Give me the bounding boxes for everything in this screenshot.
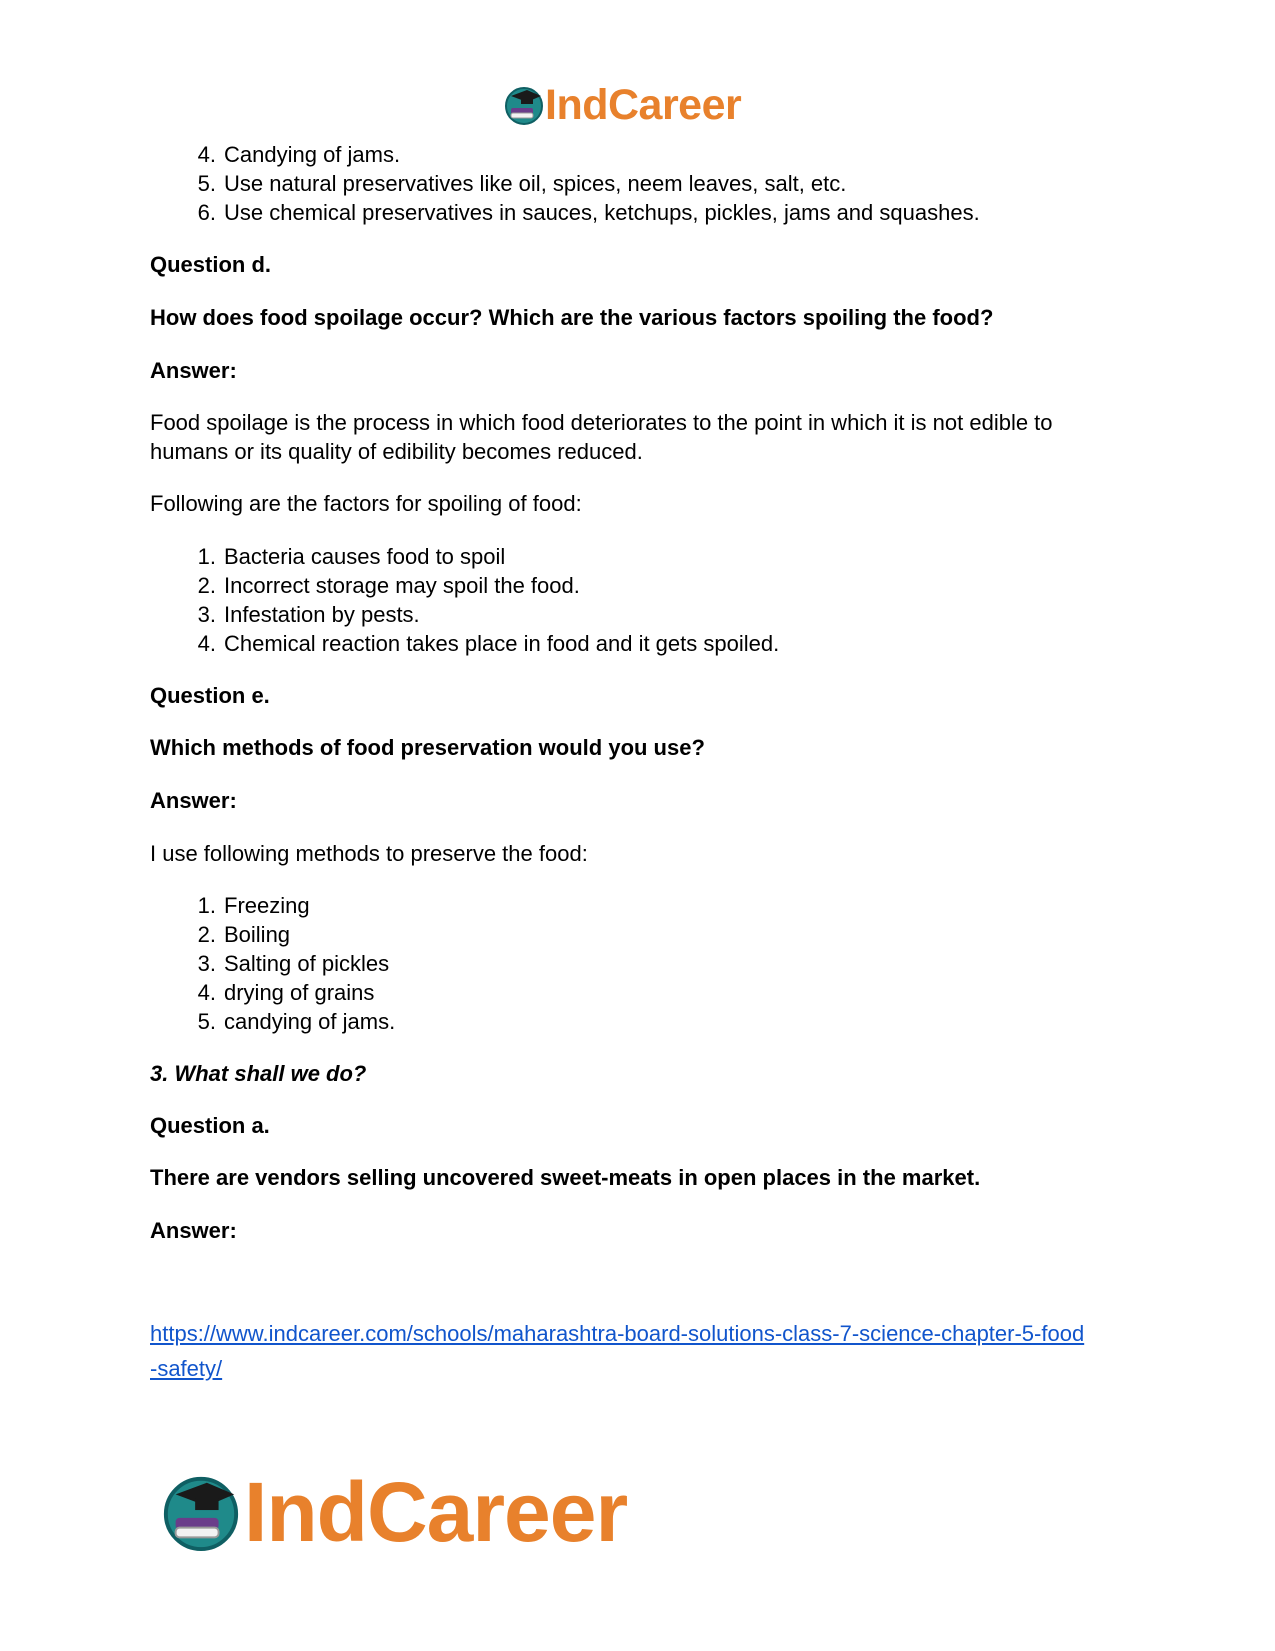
graduation-book-globe-icon — [160, 1471, 242, 1553]
question-a-label: Question a. — [150, 1113, 270, 1138]
footer-logo — [160, 1465, 700, 1559]
brand-name: IndCareer — [244, 1465, 628, 1559]
source-link-line1[interactable]: https://www.indcareer.com/schools/maharashtra-board-solutions-class-7-science-chapter-5-food — [150, 1321, 1085, 1346]
section-heading: 3. What shall we do? — [150, 1061, 367, 1086]
question-e-label: Question e. — [150, 683, 270, 708]
source-link-line2[interactable]: -safety/ — [150, 1356, 223, 1381]
paragraph-line: Food spoilage is the process in which food deteriorates to the point in which it is not edible to — [150, 410, 1053, 435]
paragraph-line: humans or its quality of edibility becomes reduced. — [150, 439, 643, 464]
brand-name: IndCareer — [545, 81, 742, 129]
question-d-label: Question d. — [150, 252, 271, 277]
answer-label: Answer: — [150, 1218, 237, 1243]
header-logo — [503, 80, 783, 130]
paragraph: I use following methods to preserve the food: — [150, 841, 588, 866]
graduation-book-globe-icon — [503, 84, 545, 126]
question-a-text: There are vendors selling uncovered sweet-meats in open places in the market. — [150, 1165, 981, 1190]
answer-label: Answer: — [150, 358, 237, 383]
question-e-text: Which methods of food preservation would you use? — [150, 735, 705, 760]
question-d-text: How does food spoilage occur? Which are the various factors spoiling the food? — [150, 305, 994, 330]
answer-label: Answer: — [150, 788, 237, 813]
paragraph: Following are the factors for spoiling of food: — [150, 491, 582, 516]
